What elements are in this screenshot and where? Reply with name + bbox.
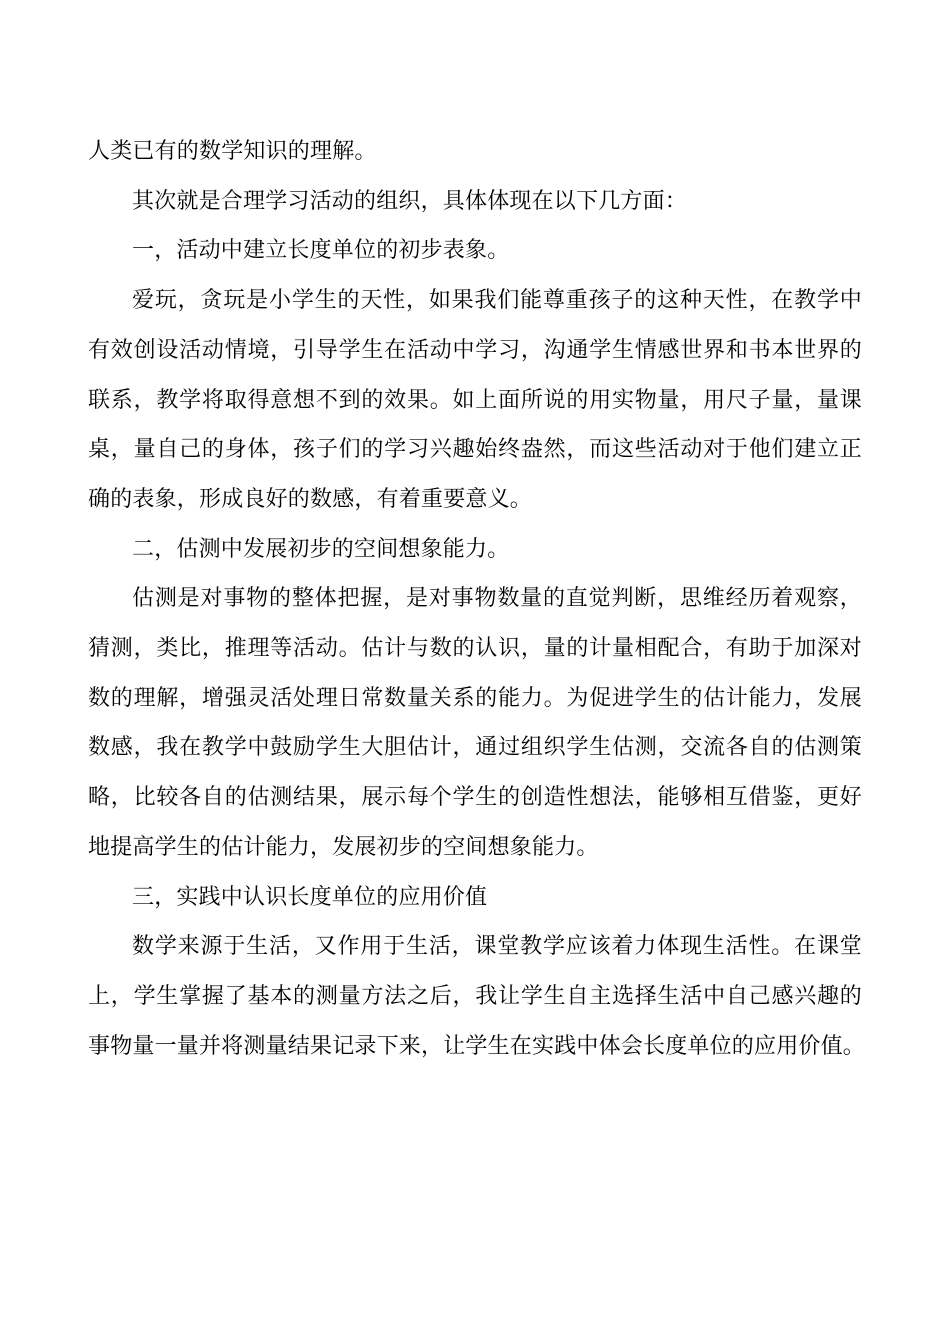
section-heading: 三，实践中认识长度单位的应用价值	[132, 885, 488, 910]
text-line: 其次就是合理学习活动的组织，具体体现在以下几方面：	[132, 189, 688, 214]
text-line: 事物量一量并将测量结果记录下来，让学生在实践中体会长度单位的应用价值。	[88, 1034, 866, 1059]
text-line: 桌，量自己的身体，孩子们的学习兴趣始终盎然，而这些活动对于他们建立正	[88, 437, 862, 462]
text-line: 估测是对事物的整体把握，是对事物数量的直觉判断，思维经历着观察，	[132, 586, 862, 611]
text-line: 确的表象，形成良好的数感，有着重要意义。	[88, 487, 533, 512]
text-line: 数感，我在教学中鼓励学生大胆估计，通过组织学生估测，交流各自的估测策	[88, 735, 862, 760]
section-heading: 二，估测中发展初步的空间想象能力。	[132, 537, 510, 562]
text-line: 有效创设活动情境，引导学生在活动中学习，沟通学生情感世界和书本世界的	[88, 338, 862, 363]
text-line: 上，学生掌握了基本的测量方法之后，我让学生自主选择生活中自己感兴趣的	[88, 984, 862, 1009]
text-line: 人类已有的数学知识的理解。	[88, 139, 377, 164]
section-heading: 一，活动中建立长度单位的初步表象。	[132, 238, 510, 263]
text-line: 爱玩，贪玩是小学生的天性，如果我们能尊重孩子的这种天性，在教学中	[132, 288, 862, 313]
text-line: 猜测，类比，推理等活动。估计与数的认识，量的计量相配合，有助于加深对	[88, 636, 862, 661]
text-line: 地提高学生的估计能力，发展初步的空间想象能力。	[88, 835, 599, 860]
text-line: 联系，教学将取得意想不到的效果。如上面所说的用实物量，用尺子量，量课	[88, 388, 862, 413]
text-line: 略，比较各自的估测结果，展示每个学生的创造性想法，能够相互借鉴，更好	[88, 785, 862, 810]
text-line: 数学来源于生活，又作用于生活，课堂教学应该着力体现生活性。在课堂	[132, 934, 862, 959]
text-line: 数的理解，增强灵活处理日常数量关系的能力。为促进学生的估计能力，发展	[88, 686, 862, 711]
